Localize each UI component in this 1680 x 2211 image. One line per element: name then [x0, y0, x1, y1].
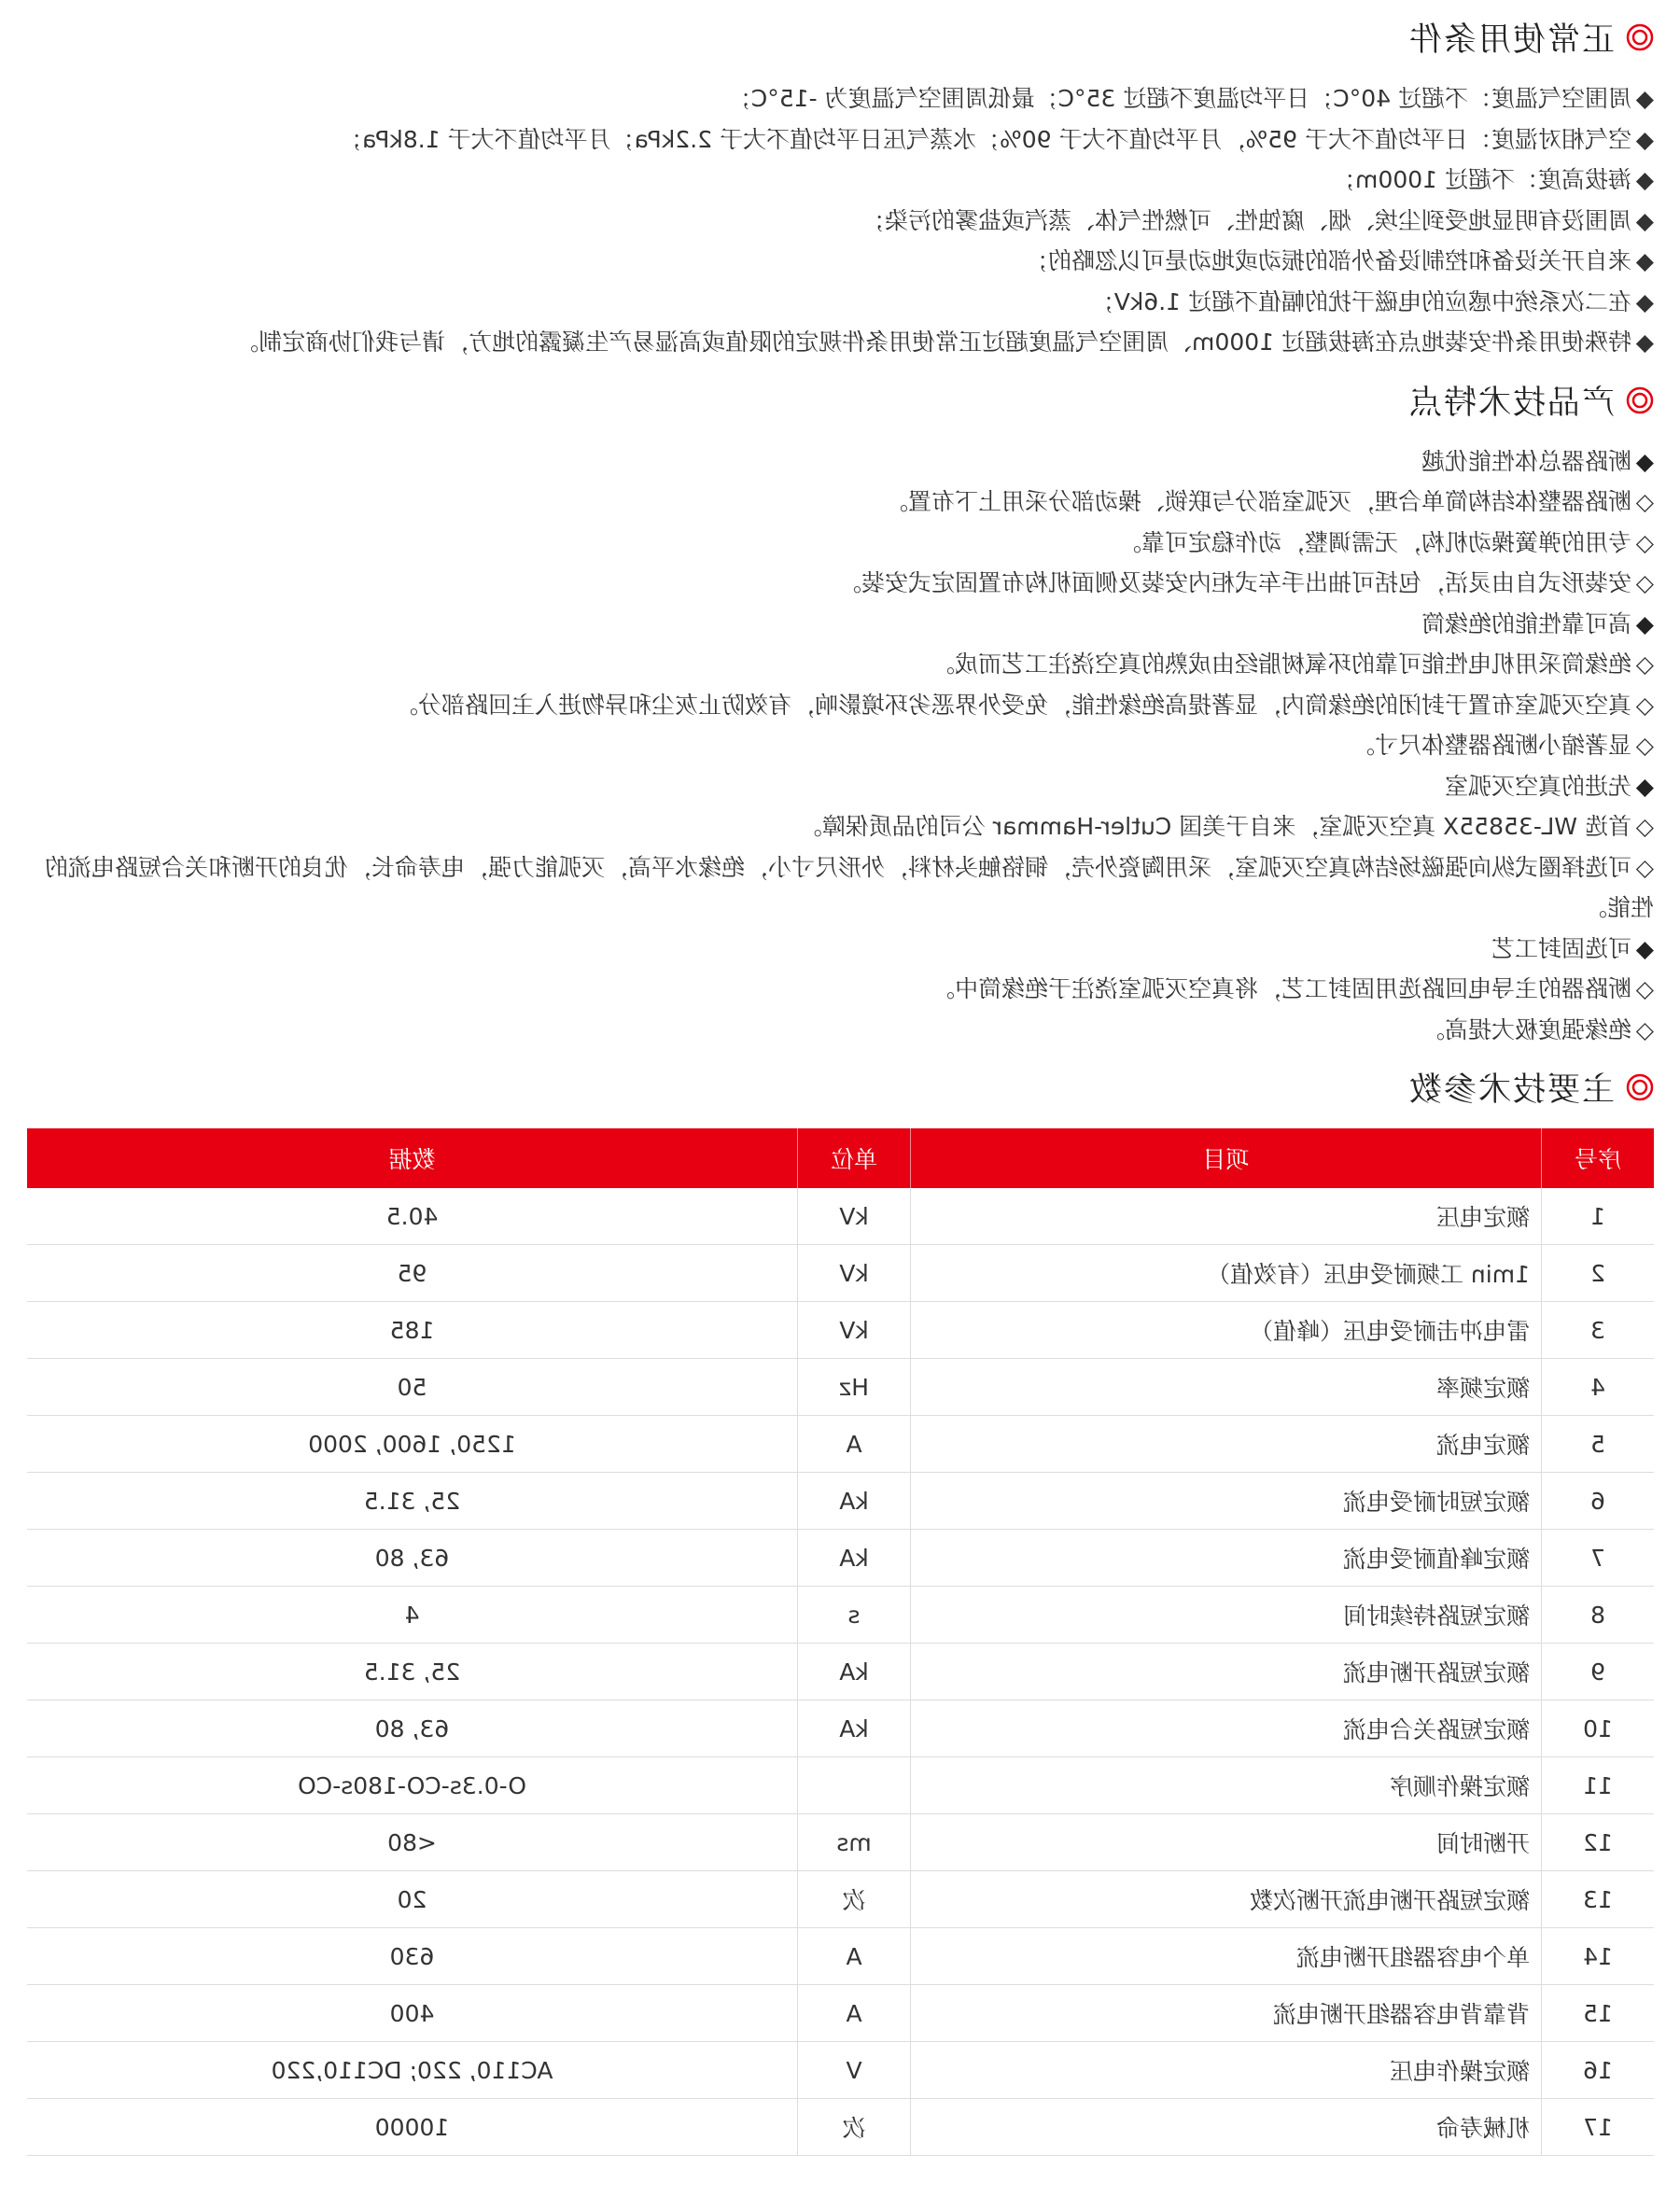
list-item-text: 真空灭弧室布置于封闭的绝缘筒内，显著提高绝缘性能，免受外界恶劣环境影响，有效防止灰尘和异物进入主回路部分。: [394, 691, 1631, 719]
cell-name: 单个电容器组开断电流: [911, 1928, 1542, 1985]
cell-seq: 7: [1542, 1530, 1655, 1587]
diamond-filled-icon: ◆: [1635, 125, 1654, 153]
cell-seq: 16: [1542, 2042, 1655, 2099]
table-row: [27, 1473, 1654, 1530]
cell-name: 额定电流: [911, 1416, 1542, 1473]
table-row: [27, 1644, 1654, 1700]
section-title-params: [28, 1065, 1654, 1110]
list-item-text: 断路器整体结构简单合理，灭弧室部分与联锁、操动部分采用上下布置。: [884, 488, 1631, 515]
cell-unit: kV: [798, 1302, 911, 1359]
cell-seq: 2: [1542, 1245, 1655, 1302]
cell-name: 额定操作电压: [911, 2042, 1542, 2099]
table-body: [27, 1188, 1654, 2156]
cell-seq: 17: [1542, 2099, 1655, 2156]
diamond-filled-icon: ◆: [1635, 609, 1654, 637]
cell-value: 4: [27, 1587, 798, 1644]
section-heading: 正常使用条件: [1407, 21, 1615, 59]
diamond-filled-icon: ◆: [1635, 247, 1654, 274]
cell-seq: 5: [1542, 1416, 1655, 1473]
list-item-text: 特殊使用条件安装地点在海拔超过 1000m、周围空气温度超过正常使用条件规定的限值或高湿易产生凝露的地方，请与我们协商定制。: [235, 329, 1631, 356]
table-row: [27, 1700, 1654, 1757]
cell-value: O-0.3s-CO-180s-CO: [27, 1757, 798, 1814]
diamond-outline-icon: ◇: [1635, 691, 1654, 719]
cell-name: 额定短路开断电流开断次数: [911, 1871, 1542, 1928]
table-row: [27, 1985, 1654, 2042]
cell-value: 40.5: [27, 1188, 798, 1245]
list-item: [28, 847, 1654, 929]
cell-unit: A: [798, 1928, 911, 1985]
cell-value: 25, 31.5: [27, 1644, 798, 1700]
diamond-outline-icon: ◇: [1635, 975, 1654, 1002]
list-item: [28, 119, 1654, 161]
cell-seq: 4: [1542, 1359, 1655, 1416]
cell-value: 50: [27, 1359, 798, 1416]
cell-seq: 9: [1542, 1644, 1655, 1700]
cell-name: 额定短路关合电流: [911, 1700, 1542, 1757]
cell-name: 额定短路持续时间: [911, 1587, 1542, 1644]
target-icon: [1626, 386, 1654, 414]
table-row: [27, 1416, 1654, 1473]
list-item-text: 先进的真空灭弧室: [1444, 772, 1631, 800]
cell-unit: kA: [798, 1473, 911, 1530]
header-unit: 单位: [798, 1128, 911, 1188]
table-header-row: [27, 1128, 1654, 1188]
list-item: [28, 563, 1654, 604]
cell-seq: 1: [1542, 1188, 1655, 1245]
list-item-text: 断路器的主导电回路选用固封工艺，将真空灭弧室浇注于绝缘筒中。: [931, 975, 1631, 1002]
cell-seq: 3: [1542, 1302, 1655, 1359]
cell-seq: 12: [1542, 1814, 1655, 1871]
list-item: [28, 806, 1654, 847]
list-item-text: 周围空气温度：不超过 40°C；日平均温度不超过 35°C；最低周围空气温度为 -15°C；: [727, 85, 1631, 112]
list-item: [28, 644, 1654, 685]
table-row: [27, 1245, 1654, 1302]
cell-value: 95: [27, 1245, 798, 1302]
cell-unit: s: [798, 1587, 911, 1644]
diamond-filled-icon: ◆: [1635, 85, 1654, 112]
list-item: [28, 969, 1654, 1010]
cell-name: 额定操作顺序: [911, 1757, 1542, 1814]
list-item: [28, 1010, 1654, 1051]
cell-value: 25, 31.5: [27, 1473, 798, 1530]
table-row: [27, 1188, 1654, 1245]
diamond-outline-icon: ◇: [1635, 569, 1654, 596]
diamond-filled-icon: ◆: [1635, 287, 1654, 315]
list-item-text: 断路器总体性能优越: [1421, 447, 1631, 475]
cell-unit: kV: [798, 1188, 911, 1245]
cell-name: 额定频率: [911, 1359, 1542, 1416]
diamond-filled-icon: ◆: [1635, 166, 1654, 193]
cell-value: 630: [27, 1928, 798, 1985]
table-row: [27, 1530, 1654, 1587]
list-item: [28, 282, 1654, 323]
section-heading: 产品技术特点: [1407, 384, 1615, 422]
table-row: [27, 1928, 1654, 1985]
cell-name: 背靠背电容器组开断电流: [911, 1985, 1542, 2042]
header-seq: 序号: [1542, 1128, 1655, 1188]
diamond-filled-icon: ◆: [1635, 934, 1654, 962]
list-item-text: 显著缩小断路器整体尺寸。: [1351, 732, 1631, 759]
cell-value: AC110, 220; DC110,220: [27, 2042, 798, 2099]
cell-name: 雷电冲击耐受电压（峰值）: [911, 1302, 1542, 1359]
table-row: [27, 2099, 1654, 2156]
header-value: 数据: [27, 1128, 798, 1188]
table-row: [27, 1814, 1654, 1871]
list-item-text: 可选择圈式纵向强磁场结构真空灭弧室，采用陶瓷外壳，铜铬触头材料，外形尺寸小，绝缘水平高，灭弧能力强，电寿命长，优良的开断和关合短路电流的性能。: [44, 853, 1654, 921]
cell-unit: 次: [798, 2099, 911, 2156]
section-title-conditions: [28, 15, 1654, 60]
diamond-outline-icon: ◇: [1635, 528, 1654, 556]
cell-name: 额定电压: [911, 1188, 1542, 1245]
cell-name: 开断时间: [911, 1814, 1542, 1871]
list-item: [28, 241, 1654, 282]
diamond-outline-icon: ◇: [1635, 1015, 1654, 1043]
list-item-text: 空气相对湿度：日平均值不大于 95%，月平均值不大于 90%；水蒸气压日平均值不大于 2.2kPa；月平均值不大于 1.8kPa；: [339, 125, 1631, 153]
table-row: [27, 1302, 1654, 1359]
list-item-text: 周围没有明显地受到尘埃、烟、腐蚀性、可燃性气体、蒸汽或盐雾的污染；: [861, 206, 1631, 234]
list-item: [28, 725, 1654, 766]
list-item: [28, 201, 1654, 242]
table-row: [27, 1359, 1654, 1416]
list-item: [28, 78, 1654, 119]
cell-value: 63, 80: [27, 1530, 798, 1587]
cell-unit: kA: [798, 1700, 911, 1757]
list-item: [28, 685, 1654, 726]
page: [0, 15, 1680, 2211]
list-item: [28, 523, 1654, 564]
cell-value: 400: [27, 1985, 798, 2042]
list-item-text: 安装形式自由灵活，包括可抽出手车式柜内安装及侧面机构布置固定式安装。: [837, 569, 1631, 596]
cell-unit: kV: [798, 1245, 911, 1302]
diamond-filled-icon: ◆: [1635, 772, 1654, 800]
cell-value: 185: [27, 1302, 798, 1359]
list-item: [28, 929, 1654, 970]
cell-name: 1min 工频耐受电压（有效值）: [911, 1245, 1542, 1302]
target-icon: [1626, 23, 1654, 51]
list-item-text: 海拔高度：不超过 1000m；: [1332, 166, 1631, 193]
list-item: [28, 766, 1654, 807]
diamond-filled-icon: ◆: [1635, 329, 1654, 356]
list-item-text: 可选固封工艺: [1491, 934, 1631, 962]
list-item-text: 绝缘强度极大提高。: [1421, 1015, 1631, 1043]
table-row: [27, 2042, 1654, 2099]
cell-value: 63, 80: [27, 1700, 798, 1757]
list-item: [28, 482, 1654, 523]
cell-unit: A: [798, 1416, 911, 1473]
cell-value: 1250, 1600, 2000: [27, 1416, 798, 1473]
cell-name: 机械寿命: [911, 2099, 1542, 2156]
table-row: [27, 1871, 1654, 1928]
diamond-outline-icon: ◇: [1635, 813, 1654, 840]
features-list: [28, 441, 1654, 1051]
cell-unit: kA: [798, 1644, 911, 1700]
cell-unit: ms: [798, 1814, 911, 1871]
cell-seq: 15: [1542, 1985, 1655, 2042]
list-item: [28, 322, 1654, 363]
list-item-text: 绝缘筒采用机电性能可靠的环氧树脂经由成熟的真空浇注工艺而成。: [931, 651, 1631, 678]
section-title-features: [28, 378, 1654, 423]
diamond-filled-icon: ◆: [1635, 206, 1654, 234]
list-item-text: 专用的弹簧操动机构，无需调整，动作稳定可靠。: [1117, 528, 1631, 556]
conditions-list: [28, 78, 1654, 363]
cell-unit: A: [798, 1985, 911, 2042]
list-item: [28, 160, 1654, 201]
target-icon: [1626, 1073, 1654, 1101]
section-heading: 主要技术参数: [1407, 1071, 1615, 1109]
table-row: [27, 1587, 1654, 1644]
params-table: [27, 1128, 1654, 2156]
diamond-filled-icon: ◆: [1635, 447, 1654, 475]
diamond-outline-icon: ◇: [1635, 853, 1654, 881]
cell-unit: 次: [798, 1871, 911, 1928]
list-item-text: 在二次系统中感应的电磁干扰的幅值不超过 1.6kV；: [1090, 287, 1631, 315]
cell-seq: 11: [1542, 1757, 1655, 1814]
header-name: 项目: [911, 1128, 1542, 1188]
list-item: [28, 604, 1654, 645]
cell-unit: [798, 1757, 911, 1814]
diamond-outline-icon: ◇: [1635, 488, 1654, 515]
cell-seq: 6: [1542, 1473, 1655, 1530]
cell-value: <80: [27, 1814, 798, 1871]
cell-seq: 10: [1542, 1700, 1655, 1757]
diamond-outline-icon: ◇: [1635, 651, 1654, 678]
cell-unit: Hz: [798, 1359, 911, 1416]
cell-seq: 13: [1542, 1871, 1655, 1928]
cell-seq: 14: [1542, 1928, 1655, 1985]
cell-value: 10000: [27, 2099, 798, 2156]
list-item-text: 高可靠性能的绝缘筒: [1421, 609, 1631, 637]
list-item: [28, 441, 1654, 483]
cell-value: 20: [27, 1871, 798, 1928]
cell-unit: kA: [798, 1530, 911, 1587]
list-item-text: 来自开关设备和控制设备外部的振动或地动是可以忽略的；: [1024, 247, 1631, 274]
cell-name: 额定短时耐受电流: [911, 1473, 1542, 1530]
cell-name: 额定峰值耐受电流: [911, 1530, 1542, 1587]
list-item-text: 首选 WL-35855X 真空灭弧室，来自于美国 Cutler-Hammar 公司的品质保障。: [798, 813, 1631, 840]
cell-name: 额定短路开断电流: [911, 1644, 1542, 1700]
table-row: [27, 1757, 1654, 1814]
diamond-outline-icon: ◇: [1635, 732, 1654, 759]
cell-seq: 8: [1542, 1587, 1655, 1644]
cell-unit: V: [798, 2042, 911, 2099]
